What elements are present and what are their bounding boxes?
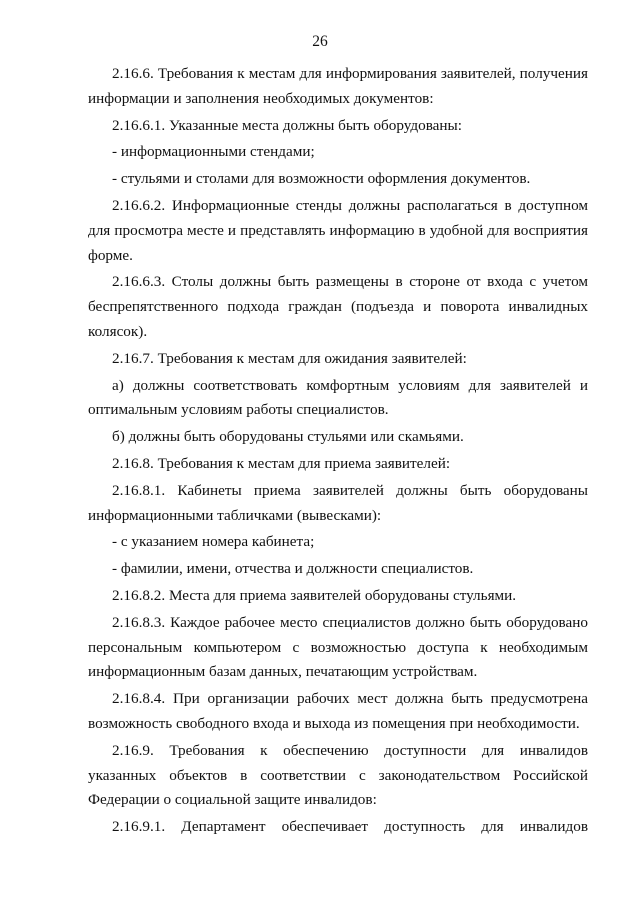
text-line: персональным компьютером с возможностью доступа к необходимым <box>88 638 588 656</box>
paragraph-2-16-8 <box>88 452 588 477</box>
paragraph-2-16-8-1 <box>88 479 588 529</box>
paragraph-2-16-8-3 <box>88 611 588 685</box>
list-item <box>88 167 588 192</box>
text-line: 2.16.9.1. Департамент обеспечивает доступность для инвалидов <box>112 818 588 836</box>
text-line: б) должны быть оборудованы стульями или скамьями. <box>112 428 464 446</box>
text-line: оптимальным условиям работы специалистов. <box>88 401 389 419</box>
text-line: - стульями и столами для возможности оформления документов. <box>112 170 531 188</box>
text-line: 2.16.8. Требования к местам для приема заявителей: <box>112 454 451 472</box>
text-line: 2.16.8.1. Кабинеты приема заявителей должны быть оборудованы <box>112 481 588 499</box>
text-line: 2.16.6.2. Информационные стенды должны располагаться в доступном <box>112 196 588 214</box>
text-line: 2.16.8.3. Каждое рабочее место специалистов должно быть оборудовано <box>112 613 588 631</box>
text-line: беспрепятственного подхода граждан (подъезда и поворота инвалидных <box>88 298 588 316</box>
text-line: информационными табличками (вывесками): <box>88 506 382 524</box>
paragraph-2-16-6 <box>88 62 588 112</box>
text-line: а) должны соответствовать комфортным условиям для заявителей и <box>112 376 588 394</box>
page-number: 26 <box>312 33 328 50</box>
text-line: - информационными стендами; <box>112 143 315 161</box>
text-line: 2.16.6.1. Указанные места должны быть оборудованы: <box>112 116 462 134</box>
text-line: 2.16.6.3. Столы должны быть размещены в стороне от входа с учетом <box>112 273 588 291</box>
document-body <box>88 62 588 840</box>
paragraph-2-16-7 <box>88 347 588 372</box>
text-line: возможность свободного входа и выхода из помещения при необходимости. <box>88 714 580 732</box>
paragraph-2-16-8-2 <box>88 584 588 609</box>
text-line: указанных объектов в соответствии с законодательством Российской <box>88 766 588 784</box>
text-line: для просмотра месте и представлять информацию в удобной для восприятия <box>88 221 588 239</box>
text-line: 2.16.8.4. При организации рабочих мест должна быть предусмотрена <box>112 690 588 708</box>
paragraph-item-a <box>88 374 588 424</box>
paragraph-2-16-8-4 <box>88 687 588 737</box>
paragraph-item-b <box>88 425 588 450</box>
paragraph-2-16-6-3 <box>88 270 588 344</box>
list-item <box>88 557 588 582</box>
list-item <box>88 140 588 165</box>
text-line: 2.16.9. Требования к обеспечению доступности для инвалидов <box>112 741 588 759</box>
text-line: форме. <box>88 246 133 264</box>
text-line: - фамилии, имени, отчества и должности специалистов. <box>112 560 474 578</box>
list-item <box>88 530 588 555</box>
text-line: Федерации о социальной защите инвалидов: <box>88 791 377 809</box>
paragraph-2-16-9-1 <box>88 815 588 840</box>
paragraph-2-16-6-1 <box>88 114 588 139</box>
paragraph-2-16-9 <box>88 739 588 813</box>
text-line: 2.16.7. Требования к местам для ожидания заявителей: <box>112 349 467 367</box>
paragraph-2-16-6-2 <box>88 194 588 268</box>
text-line: информационным базам данных, печатающим устройствам. <box>88 663 478 681</box>
text-line: колясок). <box>88 322 148 340</box>
text-line: 2.16.8.2. Места для приема заявителей оборудованы стульями. <box>112 586 517 604</box>
text-line: - с указанием номера кабинета; <box>112 533 315 551</box>
text-line: 2.16.6. Требования к местам для информирования заявителей, получения <box>112 65 588 82</box>
text-line: информации и заполнения необходимых документов: <box>88 89 434 107</box>
